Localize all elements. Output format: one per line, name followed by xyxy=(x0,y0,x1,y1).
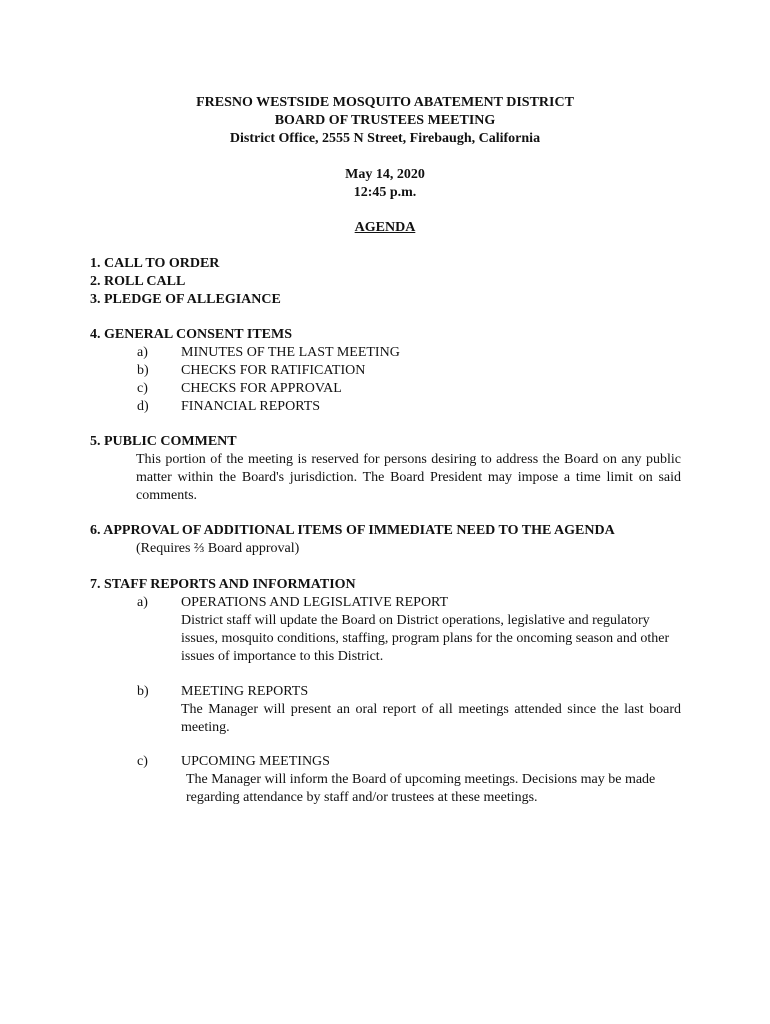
item-heading: 7. STAFF REPORTS AND INFORMATION xyxy=(90,577,356,592)
document-header xyxy=(0,94,770,148)
item-staff-reports xyxy=(90,576,690,666)
sub-item-label: MEETING REPORTS xyxy=(181,684,309,699)
item-heading: 6. APPROVAL OF ADDITIONAL ITEMS OF IMMEDIATE NEED TO THE AGENDA xyxy=(90,523,615,538)
opening-items xyxy=(90,255,690,309)
consent-sub-item xyxy=(90,362,690,380)
item-note: (Requires ⅔ Board approval) xyxy=(136,541,300,556)
sub-item-label: UPCOMING MEETINGS xyxy=(181,754,330,769)
item-public-comment xyxy=(90,433,690,505)
sub-item-label: OPERATIONS AND LEGISLATIVE REPORT xyxy=(181,595,449,610)
meeting-location: District Office, 2555 N Street, Firebaugh, California xyxy=(229,131,541,146)
meeting-date: May 14, 2020 xyxy=(345,167,425,182)
staff-sub-item xyxy=(90,594,690,612)
item-description: This portion of the meeting is reserved for persons desiring to address the Board on any public matter within the Board's jurisdiction. The Board President may impose a time limit on said comments. xyxy=(136,452,681,503)
sub-item-label: CHECKS FOR RATIFICATION xyxy=(181,363,366,378)
meeting-name: BOARD OF TRUSTEES MEETING xyxy=(274,113,496,128)
item-consent xyxy=(90,326,690,416)
staff-sub-item xyxy=(90,753,690,771)
sub-item-label: MINUTES OF THE LAST MEETING xyxy=(181,345,400,360)
org-name: FRESNO WESTSIDE MOSQUITO ABATEMENT DISTRICT xyxy=(196,95,574,110)
sub-item-label: CHECKS FOR APPROVAL xyxy=(181,381,342,396)
consent-sub-item xyxy=(90,380,690,398)
item-staff-reports-b xyxy=(90,683,690,737)
sub-item-letter: c) xyxy=(137,381,148,396)
sub-item-label: FINANCIAL REPORTS xyxy=(181,399,321,414)
item-heading: 4. GENERAL CONSENT ITEMS xyxy=(90,327,293,342)
item-roll-call: 2. ROLL CALL xyxy=(90,274,186,289)
item-staff-reports-c xyxy=(90,753,690,807)
sub-item-description: The Manager will inform the Board of upcoming meetings. Decisions may be made regarding attendance by staff and/or trustees at these meetings. xyxy=(186,772,656,805)
meeting-datetime xyxy=(0,166,770,202)
item-additional-items xyxy=(90,522,690,558)
sub-item-letter: a) xyxy=(137,595,148,610)
staff-sub-item xyxy=(90,683,690,701)
sub-item-description: The Manager will present an oral report of all meetings attended since the last board meeting. xyxy=(181,702,681,735)
item-pledge: 3. PLEDGE OF ALLEGIANCE xyxy=(90,292,281,307)
sub-item-description: District staff will update the Board on District operations, legislative and regulatory issues, mosquito conditions, staffing, program plans for the oncoming season and other issues of importance to this District. xyxy=(181,613,670,664)
consent-sub-item xyxy=(90,344,690,362)
item-heading: 5. PUBLIC COMMENT xyxy=(90,434,237,449)
sub-item-letter: c) xyxy=(137,754,148,769)
sub-item-letter: a) xyxy=(137,345,148,360)
item-call-to-order: 1. CALL TO ORDER xyxy=(90,256,220,271)
agenda-title: AGENDA xyxy=(354,220,416,235)
sub-item-letter: d) xyxy=(137,399,149,414)
consent-sub-item xyxy=(90,398,690,416)
sub-item-letter: b) xyxy=(137,684,149,699)
meeting-time: 12:45 p.m. xyxy=(353,185,417,200)
sub-item-letter: b) xyxy=(137,363,149,378)
